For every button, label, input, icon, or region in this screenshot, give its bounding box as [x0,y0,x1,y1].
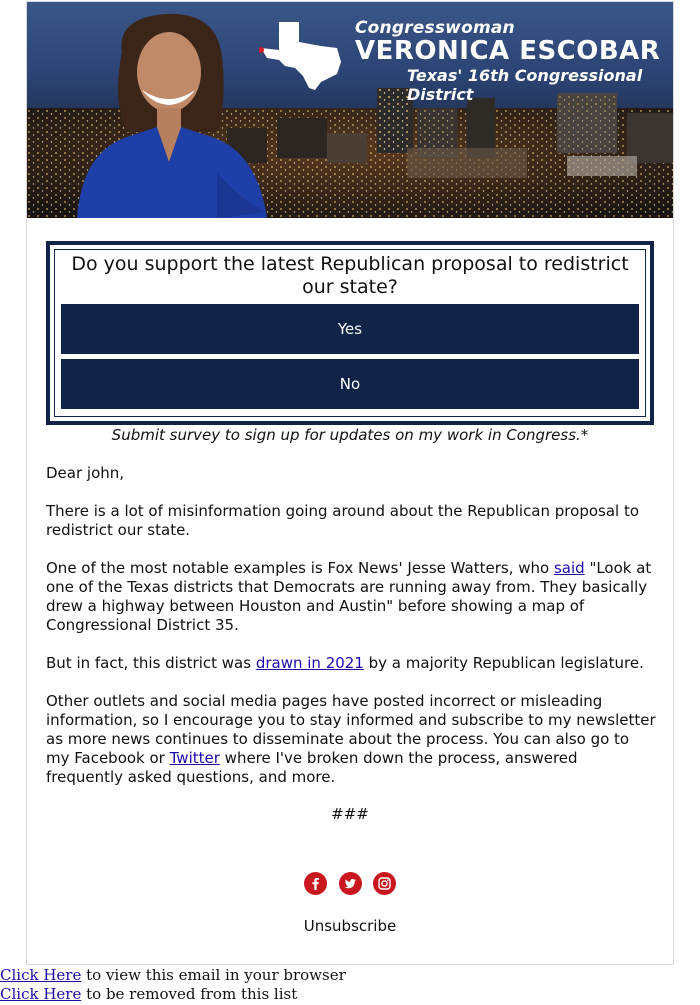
letter-greeting: Dear john, [46,464,125,482]
footer-line-1-text: to view this email in your browser [81,966,346,984]
instagram-icon[interactable] [373,872,396,895]
header-banner [27,2,673,218]
footer-line-1 [0,966,700,985]
drawn-in-2021-link[interactable]: drawn in 2021 [255,654,364,672]
survey-no-button[interactable]: No [61,359,639,409]
p3-text-before: But in fact, this district was [46,654,256,672]
p2-text-before: One of the most notable examples is Fox News' Jesse Watters, who [46,559,554,577]
letter-paragraph-1: There is a lot of misinformation going around about the Republican proposal to redistrict our state. [46,502,640,539]
header-name: VERONICA ESCOBAR [355,36,661,66]
congresswoman-photo [67,12,272,218]
facebook-icon[interactable] [304,872,327,895]
letter-paragraph-3 [46,654,656,673]
separator: ### [331,805,369,823]
header-prefix: Congresswoman [355,18,515,38]
survey-question: Do you support the latest Republican proposal to redistrict our state? [71,253,629,298]
view-in-browser-link[interactable]: Click Here [0,966,82,984]
p4-text-after: where I've broken down the process, answered frequently asked questions, and more. [46,749,578,786]
footer-line-2-text: to be removed from this list [81,985,298,1003]
twitter-icon[interactable] [339,872,362,895]
said-link[interactable]: said [553,559,585,577]
survey-note: Submit survey to sign up for updates on my work in Congress.* [111,426,589,444]
p2-text-after: "Look at one of the Texas districts that Democrats are running away from. They basically drew a highway between Houston and Austin" before showing a map of Congressional District 35. [46,559,652,634]
header-district: Texas' 16th Congressional District [407,66,643,104]
letter-paragraph-2 [46,559,656,635]
brand-block [259,16,669,106]
p4-text-before: Other outlets and social media pages have posted incorrect or misleading information, so I encourage you to stay informed and subscribe to my newsletter as more news continues to disseminate about the process. You can also go to my Facebook or [46,692,656,767]
survey-yes-button[interactable]: Yes [61,304,639,354]
twitter-link[interactable]: Twitter [169,749,220,767]
email-footer [0,966,700,1004]
email-container [26,1,674,965]
p3-text-after: by a majority Republican legislature. [363,654,644,672]
texas-state-icon [259,20,349,90]
letter-body [46,464,656,806]
social-icons [27,872,673,895]
survey-box [46,241,654,425]
unsubscribe-link[interactable]: Unsubscribe [303,917,397,935]
footer-line-2 [0,985,700,1004]
letter-paragraph-4 [46,692,656,787]
remove-from-list-link[interactable]: Click Here [0,985,82,1003]
